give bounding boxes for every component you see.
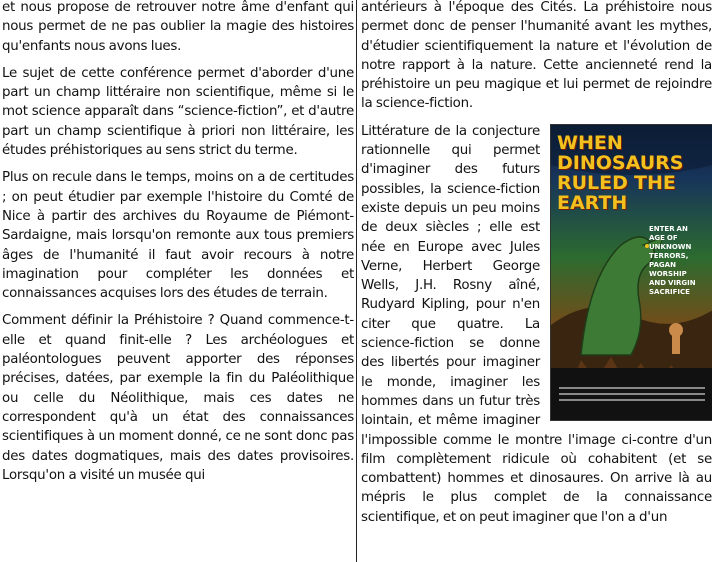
paragraph: Comment définir la Préhistoire ? Quand commence-t-elle et quand finit-elle ? Les archéologues et paléontologues peuvent apporter des réponses précises, datées, par exemple la fin du Paléolithique ou celle du Néolithique, mais ces dates ne correspondent qu'à un état des connaissances scientifiques à un moment donné, ce ne sont donc pas des dates dogmatiques, mais des dates provisoires. Lorsqu'on a visité un musée qui [2,313,354,483]
right-column [361,0,712,562]
paragraph: Plus on recule dans le temps, moins on a de certitudes ; on peut étudier par exemple l'histoire du Comté de Nice à partir des archives du Royaume de Piémont-Sardaigne, mais lorsqu'on remonte aux tous premiers âges de l'humanité il faut avoir recours à notre imagination pour compléter les données et connaissances acquises lors des études de terrain. [2,170,354,302]
poster-credits-block [551,368,712,420]
credit-line [559,399,705,401]
paragraph: Le sujet de cette conférence permet d'aborder d'une part un champ littéraire non scientifique, même si le mot science apparaît dans “science-fiction”, et d'autre part un champ scientifique à priori non littéraire, les études préhistoriques au sens strict du terme. [2,65,354,159]
poster-tagline: ENTER AN AGE OF UNKNOWN TERRORS, PAGAN WORSHIP AND VIRGIN SACRIFICE [649,224,696,296]
paragraph: antérieurs à l'époque des Cités. La préhistoire nous permet donc de penser l'humanité avant les mythes, d'étudier scientifiquement la nature et l'évolution de notre rapport à la nature. Cette ancienneté rend la préhistoire un peu magique et lui permet de rejoindre la science-fiction. [361,0,712,112]
credit-line [559,387,705,389]
left-column [2,0,354,562]
poster-title: WHEN DINOSAURS RULED THE EARTH [557,131,684,214]
movie-poster-image [550,124,712,421]
column-divider [356,0,357,562]
credit-line [559,393,705,395]
paragraph: Littérature de la conjecture rationnelle qui permet d'imaginer des futurs possibles, la science-fiction existe depuis un peu moins de deux siècles ; elle est née en Europe avec Jules Verne, Herbert George Wells, J.H. Rosny aîné, Rudyard Kipling, pour n'en citer que quatre. La science-fiction se donne des libertés pour imaginer le monde, imaginer les hommes dans un futur très lointain, et même imaginer l'impossible comme le montre l'image ci-contre d'un film complètement ridicule où cohabitent (et se combattent) hommes et dinosaures. On arrive là au mépris le plus complet de la connaissance scientifique, et on peut imaginer que l'on a d'un [361,123,712,525]
paragraph: et nous propose de retrouver notre âme d'enfant qui nous permet de ne pas oublier la magie des histoires qu'enfants nous avons lues. [2,0,354,54]
poster-figure [546,124,712,421]
